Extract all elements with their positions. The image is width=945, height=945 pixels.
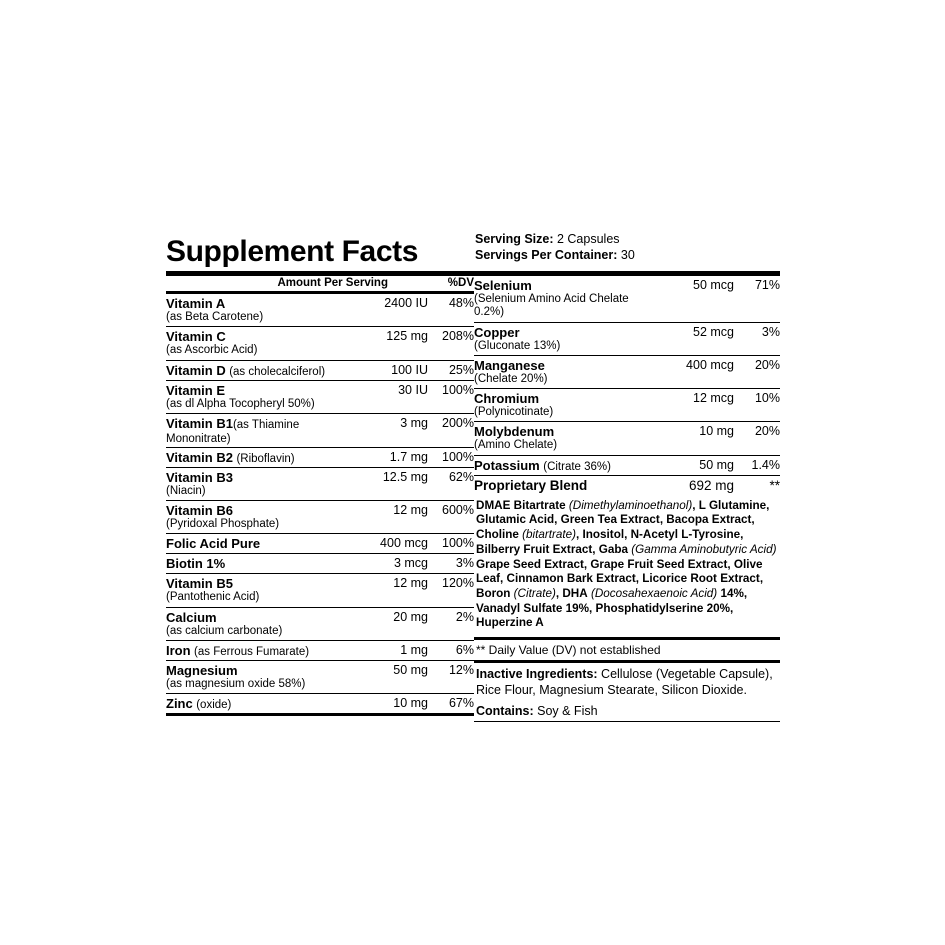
nutrient-dv: 71%: [734, 276, 780, 322]
nutrient-amount: 12 mg: [350, 574, 428, 607]
table-row: [166, 660, 474, 693]
nutrient-dv: 3%: [428, 554, 474, 574]
nutrient-sub: (Pantothenic Acid): [166, 591, 260, 604]
nutrient-dv: 208%: [428, 327, 474, 360]
nutrient-amount: 125 mg: [350, 327, 428, 360]
nutrient-amount: 1 mg: [350, 640, 428, 660]
nutrient-dv: 25%: [428, 360, 474, 380]
nutrient-name: Manganese: [474, 357, 545, 373]
daily-value-footnote: ** Daily Value (DV) not established: [476, 643, 661, 658]
nutrient-sub: (as dl Alpha Tocopheryl 50%): [166, 397, 315, 410]
table-row: [166, 360, 474, 380]
serving-info: [475, 232, 780, 271]
table-row: [166, 607, 474, 640]
table-row: [166, 501, 474, 534]
nutrient-name: Vitamin A: [166, 296, 226, 312]
nutrient-name: Molybdenum: [474, 424, 555, 440]
nutrient-dv: 20%: [734, 422, 780, 455]
nutrient-amount: 3 mcg: [350, 554, 428, 574]
nutrient-amount: 10 mg: [656, 422, 734, 455]
nutrient-dv: 100%: [428, 447, 474, 467]
nutrient-sub: (as Beta Carotene): [166, 311, 264, 324]
nutrient-dv: 48%: [428, 294, 474, 327]
table-row: [166, 694, 474, 714]
nutrient-amount: 50 mg: [350, 660, 428, 693]
nutrient-dv: 100%: [428, 380, 474, 413]
nutrient-amount: 12 mg: [350, 501, 428, 534]
nutrient-name: Vitamin B3: [166, 469, 233, 485]
contains-statement: [474, 700, 780, 721]
nutrient-dv: 100%: [428, 534, 474, 554]
nutrient-dv: 1.4%: [734, 455, 780, 475]
column-headers: [166, 276, 474, 291]
nutrient-amount: 2400 IU: [350, 294, 428, 327]
nutrient-dv: 2%: [428, 607, 474, 640]
nutrient-name: Zinc: [166, 696, 193, 711]
nutrient-name: Selenium: [474, 278, 532, 294]
nutrient-sub: (as Thiamine Mononitrate): [166, 418, 300, 445]
nutrient-amount: 50 mg: [656, 455, 734, 475]
nutrient-amount: 400 mcg: [656, 355, 734, 388]
table-row: [166, 534, 474, 554]
serving-size-label: Serving Size:: [475, 232, 554, 246]
table-row: [166, 574, 474, 607]
daily-value-header: %DV: [447, 277, 474, 290]
nutrient-sub: (Niacin): [166, 484, 206, 497]
proprietary-blend-row: [474, 475, 780, 495]
nutrient-amount: 20 mg: [350, 607, 428, 640]
nutrient-name: Vitamin B2: [166, 449, 233, 465]
table-row: [166, 640, 474, 660]
table-row: [474, 455, 780, 475]
nutrient-sub: (as cholecalciferol): [229, 365, 326, 378]
nutrient-amount: 400 mcg: [350, 534, 428, 554]
nutrient-dv: 200%: [428, 413, 474, 447]
servings-per-container-line: [475, 248, 780, 264]
nutrient-amount: 3 mg: [350, 413, 428, 447]
nutrient-dv: 62%: [428, 467, 474, 500]
page-title: Supplement Facts: [166, 235, 418, 269]
nutrient-sub: (Riboflavin): [236, 452, 295, 465]
table-row: [166, 294, 474, 327]
nutrient-name: Vitamin D: [166, 362, 226, 378]
nutrient-dv: 600%: [428, 501, 474, 534]
table-row: [166, 467, 474, 500]
table-row: [166, 327, 474, 360]
nutrient-dv: 6%: [428, 640, 474, 660]
panel-columns: [166, 271, 780, 722]
nutrient-amount: 1.7 mg: [350, 447, 428, 467]
nutrient-name: Copper: [474, 324, 520, 340]
nutrient-sub: (as Ascorbic Acid): [166, 344, 258, 357]
left-nutrient-table: [166, 294, 474, 713]
table-row: [474, 422, 780, 455]
nutrient-name: Vitamin B5: [166, 576, 233, 592]
inactive-ingredients-text: Cellulose (Vegetable Capsule), Rice Flour, Magnesium Stearate, Silicon Dioxide.: [476, 667, 773, 698]
contains-label: Contains:: [476, 704, 534, 719]
table-row: [474, 276, 780, 322]
nutrient-name: Biotin 1%: [166, 556, 226, 572]
servings-per-container-value: 30: [620, 247, 635, 262]
nutrient-sub: (Polynicotinate): [474, 406, 554, 419]
supplement-facts-panel: [166, 232, 780, 722]
nutrient-dv: 120%: [428, 574, 474, 607]
nutrient-sub: (as calcium carbonate): [166, 624, 283, 637]
right-column: [474, 271, 780, 722]
blend-ingredients: DMAE Bitartrate (Dimethylaminoethanol), L Glutamine, Glutamic Acid, Green Tea Extract, Bacopa Extract, Choline (bitartrate), Inositol, N-Acetyl L-Tyrosine, Bilberry Fruit Extract, Gaba (Gamma Aminobutyric Acid) Grape Seed Extract, Grape Fruit Seed Extract, Olive Leaf, Cinnamon Bark Extract, Licorice Root Extract, Boron (Citrate), DHA (Docosahexaenoic Acid) 14%, Vanadyl Sulfate 19%, Phosphatidylserine 20%, Huperzine A: [476, 498, 777, 630]
nutrient-sub: (Gluconate 13%): [474, 339, 561, 352]
table-row: [166, 554, 474, 574]
right-nutrient-table: [474, 276, 780, 494]
nutrient-sub: (Amino Chelate): [474, 439, 558, 452]
nutrient-sub: (Chelate 20%): [474, 372, 548, 385]
nutrient-amount: 50 mcg: [656, 276, 734, 322]
nutrient-dv: 3%: [734, 322, 780, 355]
nutrient-dv: 10%: [734, 389, 780, 422]
right-bottom-rule: [474, 721, 780, 722]
nutrient-amount: 52 mcg: [656, 322, 734, 355]
nutrient-name: Calcium: [166, 609, 217, 625]
nutrient-name: Iron: [166, 642, 191, 658]
nutrient-sub: (Selenium Amino Acid Chelate 0.2%): [474, 293, 629, 319]
blend-dv: **: [769, 477, 780, 493]
inactive-ingredients-label: Inactive Ingredients:: [476, 667, 598, 682]
servings-per-container-label: Servings Per Container:: [475, 247, 618, 262]
table-row: [166, 413, 474, 447]
left-bottom-rule: [166, 713, 474, 716]
table-row: [474, 322, 780, 355]
nutrient-name: Chromium: [474, 391, 539, 407]
nutrient-name: Vitamin B6: [166, 503, 233, 519]
nutrient-amount: 30 IU: [350, 380, 428, 413]
nutrient-amount: 100 IU: [350, 360, 428, 380]
nutrient-dv: 12%: [428, 660, 474, 693]
left-column: [166, 271, 474, 722]
nutrient-name: Vitamin C: [166, 329, 226, 345]
nutrient-sub: (Pyridoxal Phosphate): [166, 518, 280, 531]
nutrient-sub: (as magnesium oxide 58%): [166, 677, 306, 690]
table-row: [474, 355, 780, 388]
nutrient-name: Vitamin E: [166, 382, 226, 398]
nutrient-name: Vitamin B1: [166, 415, 233, 431]
panel-header: [166, 232, 780, 271]
serving-size-value: 2 Capsules: [556, 232, 620, 246]
nutrient-name: Folic Acid Pure: [166, 536, 261, 552]
blend-name: Proprietary Blend: [474, 477, 588, 493]
contains-text: Soy & Fish: [533, 704, 598, 719]
blend-amount: 692 mg: [688, 477, 734, 493]
inactive-ingredients: [474, 663, 780, 700]
nutrient-dv: 20%: [734, 355, 780, 388]
table-row: [474, 389, 780, 422]
nutrient-name: Potassium: [474, 457, 540, 473]
serving-size-line: [475, 232, 780, 248]
nutrient-dv: 67%: [448, 696, 474, 710]
nutrient-sub: (oxide): [196, 699, 232, 711]
nutrient-amount: 12.5 mg: [350, 467, 428, 500]
nutrient-sub: (as Ferrous Fumarate): [194, 645, 310, 658]
nutrient-name: Magnesium: [166, 662, 238, 678]
amount-per-serving-header: Amount Per Serving: [277, 277, 388, 290]
nutrient-sub: (Citrate 36%): [543, 460, 611, 473]
nutrient-amount: 12 mcg: [656, 389, 734, 422]
nutrient-amount: 10 mg: [393, 696, 428, 710]
table-row: [166, 380, 474, 413]
table-row: [166, 447, 474, 467]
